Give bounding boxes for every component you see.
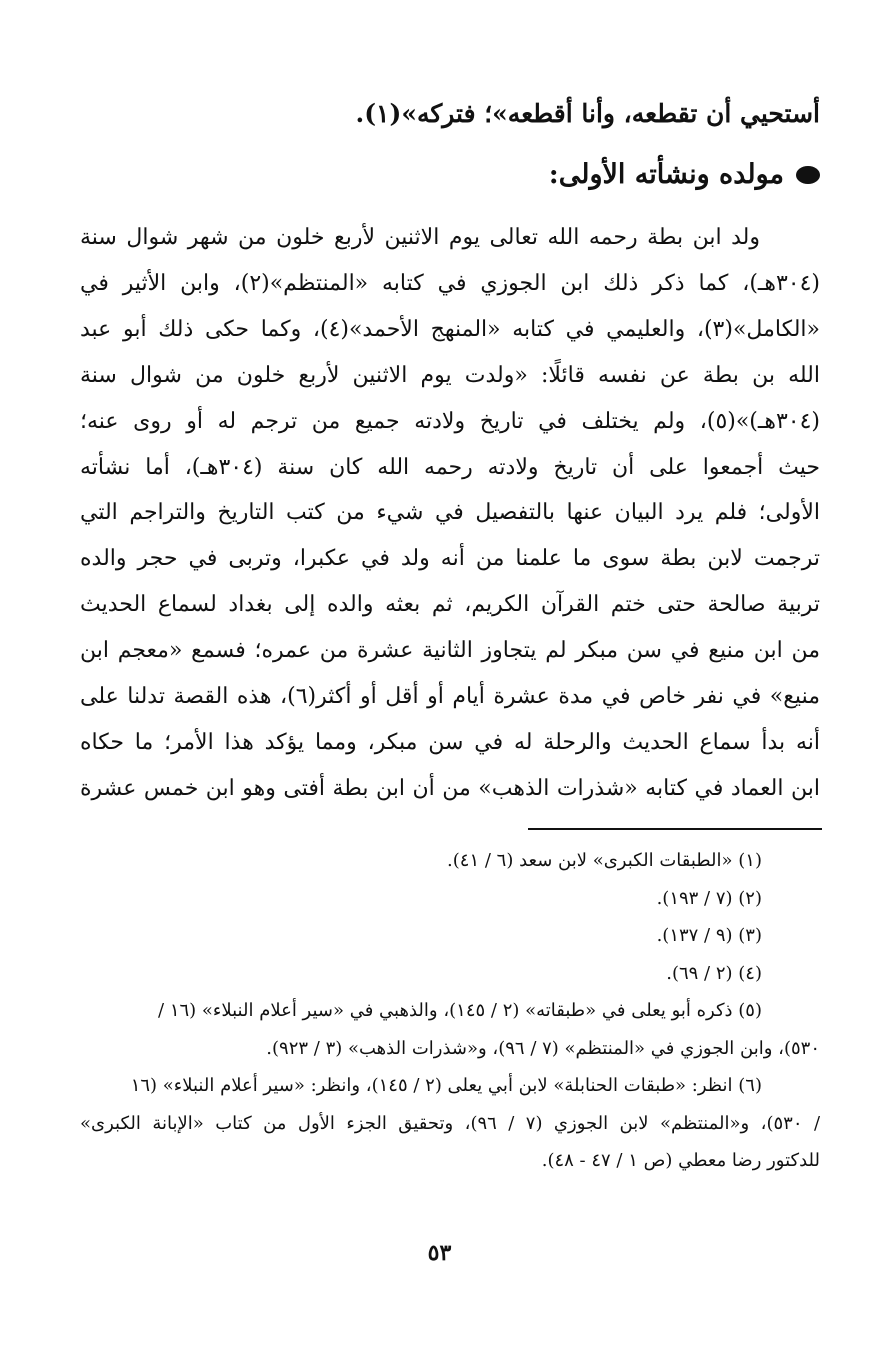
- footnote-separator: [528, 828, 822, 830]
- main-paragraph: [80, 215, 820, 812]
- paragraph-line: الله بن بطة عن نفسه قائلًا: «ولدت يوم الاثنين لأربع خلون من شوال سنة: [80, 362, 820, 388]
- section-heading-text: مولده ونشأته الأولى:: [548, 159, 784, 190]
- paragraph-line: تربية صالحة حتى ختم القرآن الكريم، ثم بعثه والده إلى بغداد لسماع الحديث: [80, 592, 820, 618]
- intro-text: أستحيي أن تقطعه، وأنا أقطعه»؛ فتركه»(١).: [355, 99, 820, 128]
- footnote-6-cont: للدكتور رضا معطي (ص ١ / ٤٧ - ٤٨).: [541, 1150, 820, 1171]
- intro-line: [80, 96, 820, 132]
- paragraph-line: ابن العماد في كتابه «شذرات الذهب» من أن ابن بطة أفتى وهو ابن خمس عشرة: [80, 775, 820, 801]
- footnote-5-cont: ٥٣٠)، وابن الجوزي في «المنتظم» (٧ / ٩٦)، و«شذرات الذهب» (٣ / ٩٢٣).: [266, 1037, 820, 1059]
- paragraph-line: ولد ابن بطة رحمه الله تعالى يوم الاثنين لأربع خلون من شهر شوال سنة: [80, 225, 760, 250]
- footnote-6: (٦) انظر: «طبقات الحنابلة» لابن أبي يعلى (٢ / ١٤٥)، وانظر: «سير أعلام النبلاء» (١٦: [130, 1075, 762, 1096]
- page-number: ٥٣: [427, 1240, 452, 1266]
- footnote-5: (٥) ذكره أبو يعلى في «طبقاته» (٢ / ١٤٥)، والذهبي في «سير أعلام النبلاء» (١٦ /: [158, 1000, 762, 1021]
- footnote-2: (٢) (٧ / ١٩٣).: [656, 887, 762, 909]
- paragraph-line: (٣٠٤هـ)، كما ذكر ذلك ابن الجوزي في كتابه «المنتظم»(٢)، وابن الأثير في: [80, 270, 820, 296]
- paragraph-line: «الكامل»(٣)، والعليمي في كتابه «المنهج الأحمد»(٤)، وكما حكى ذلك أبو عبد: [80, 316, 820, 342]
- paragraph-line: منيع» في نفر خاص في مدة عشرة أيام أو أقل أو أكثر(٦)، هذه القصة تدلنا على: [80, 684, 820, 710]
- bullet-icon: [796, 166, 820, 184]
- paragraph-line: الأولى؛ فلم يرد البيان عنها بالتفصيل في شيء من كتب التاريخ والتراجم التي: [80, 500, 820, 526]
- footnote-1: (١) «الطبقات الكبرى» لابن سعد (٦ / ٤١).: [447, 850, 762, 871]
- section-heading: [80, 155, 820, 195]
- footnote-6-cont: / ٥٣٠)، و«المنتظم» لابن الجوزي (٧ / ٩٦)، وتحقيق الجزء الأول من كتاب «الإبانة الكبرى»: [80, 1112, 821, 1134]
- paragraph-line: حيث أجمعوا على أن تاريخ ولادته رحمه الله كان سنة (٣٠٤هـ)، أما نشأته: [80, 454, 820, 480]
- paragraph-line: أنه بدأ سماع الحديث والرحلة له في سن مبكر، ومما يؤكد هذا الأمر؛ ما حكاه: [80, 729, 820, 755]
- footnotes: [80, 842, 820, 1180]
- paragraph-line: (٣٠٤هـ)»(٥)، ولم يختلف في تاريخ ولادته جميع من ترجم له أو روى عنه؛: [80, 408, 820, 434]
- paragraph-line: ترجمت لابن بطة سوى ما علمنا من أنه ولد في عكبرا، وتربى في حجر والده: [80, 546, 820, 572]
- footnote-3: (٣) (٩ / ١٣٧).: [656, 925, 762, 946]
- paragraph-line: من ابن منيع في سن مبكر لم يتجاوز الثانية عشرة من عمره؛ فسمع «معجم ابن: [80, 638, 820, 664]
- footnote-4: (٤) (٢ / ٦٩).: [666, 962, 762, 984]
